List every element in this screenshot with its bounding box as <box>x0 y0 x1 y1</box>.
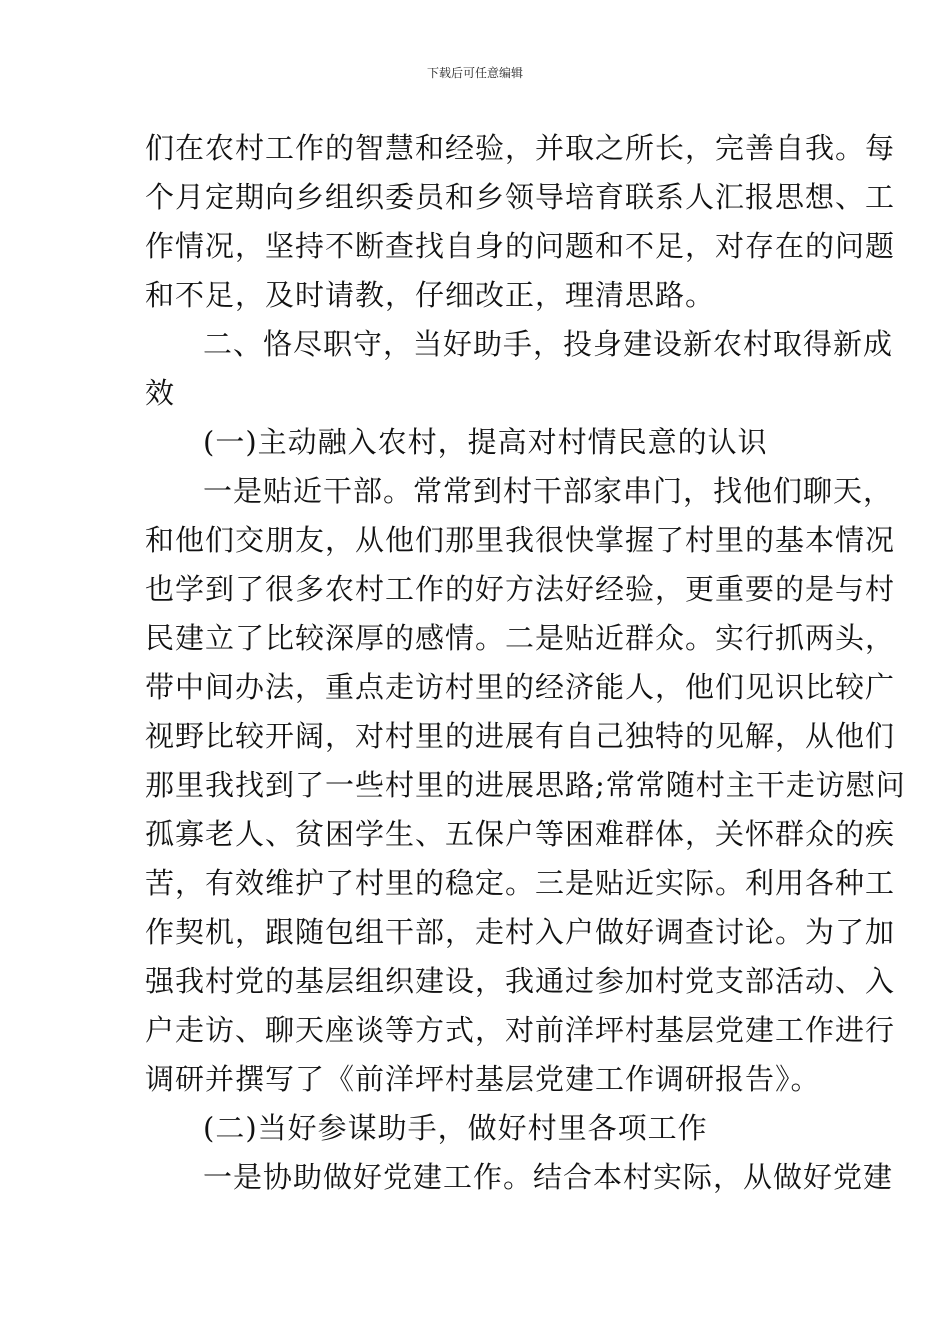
text-line: 们在农村工作的智慧和经验，并取之所长，完善自我。每 <box>145 131 896 165</box>
document-body <box>145 124 906 1202</box>
text-line: 那里我找到了一些村里的进展思路;常常随村主干走访慰问 <box>145 768 906 802</box>
text-line: 作契机，跟随包组干部，走村入户做好调查讨论。为了加 <box>145 915 896 949</box>
text-line: 和不足，及时请教，仔细改正，理清思路。 <box>145 278 716 312</box>
text-line: 也学到了很多农村工作的好方法好经验，更重要的是与村 <box>145 572 896 606</box>
text-line: 户走访、聊天座谈等方式，对前洋坪村基层党建工作进行 <box>145 1013 896 1047</box>
section-heading-continued: 效 <box>145 376 176 410</box>
text-line: 民建立了比较深厚的感情。二是贴近群众。实行抓两头， <box>145 621 896 655</box>
text-line: 强我村党的基层组织建设，我通过参加村党支部活动、入 <box>145 964 896 998</box>
text-line: 个月定期向乡组织委员和乡领导培育联系人汇报思想、工 <box>145 180 896 214</box>
paragraph-first-line: 一是协助做好党建工作。结合本村实际，从做好党建 <box>203 1160 894 1194</box>
text-line: 调研并撰写了《前洋坪村基层党建工作调研报告》。 <box>145 1062 821 1096</box>
text-line: 视野比较开阔，对村里的进展有自己独特的见解，从他们 <box>145 719 896 753</box>
section-heading: 二、恪尽职守，当好助手，投身建设新农村取得新成 <box>203 327 894 361</box>
page-header: 下载后可任意编辑 <box>426 66 523 80</box>
subsection-heading: (二)当好参谋助手，做好村里各项工作 <box>203 1111 708 1145</box>
paragraph-first-line: 一是贴近干部。常常到村干部家串门，找他们聊天， <box>203 474 894 508</box>
text-line: 和他们交朋友，从他们那里我很快掌握了村里的基本情况 <box>145 523 896 557</box>
subsection-heading: (一)主动融入农村，提高对村情民意的认识 <box>203 425 768 459</box>
text-line: 带中间办法，重点走访村里的经济能人，他们见识比较广 <box>145 670 896 704</box>
text-line: 作情况，坚持不断查找自身的问题和不足，对存在的问题 <box>145 229 896 263</box>
text-line: 孤寡老人、贫困学生、五保户等困难群体，关怀群众的疾 <box>145 817 896 851</box>
text-line: 苦，有效维护了村里的稳定。三是贴近实际。利用各种工 <box>145 866 896 900</box>
